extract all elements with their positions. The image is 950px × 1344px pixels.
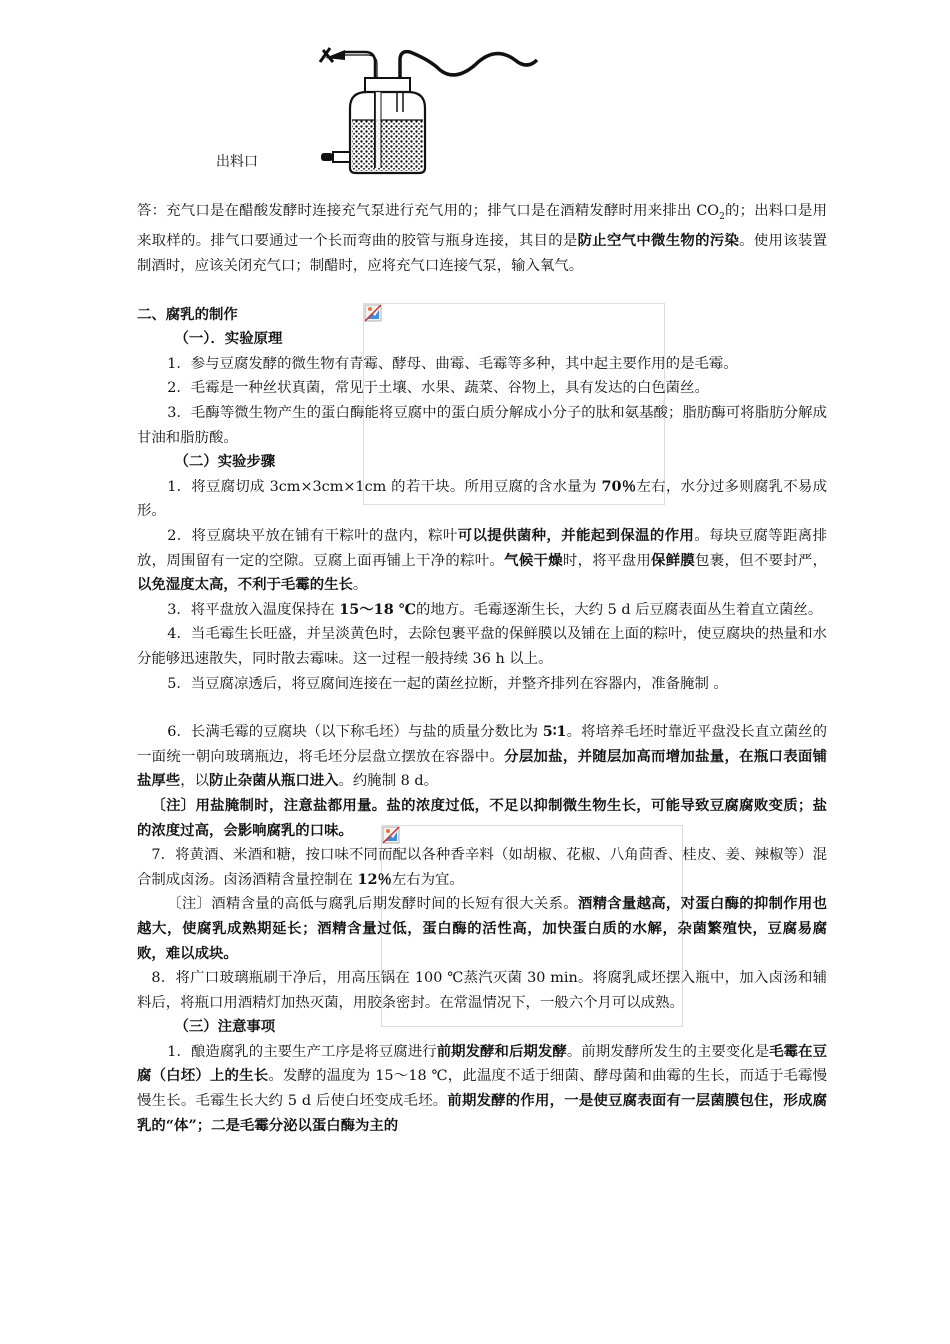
fermentation-bottle-figure bbox=[315, 40, 545, 175]
principle-3: 3．毛酶等微生物产生的蛋白酶能将豆腐中的蛋白质分解成小分子的肽和氨基酸；脂肪酶可将脂肪分解成甘油和脂肪酸。 bbox=[137, 405, 827, 446]
section-heading: 二、腐乳的制作 bbox=[137, 305, 238, 323]
outlet-label: 出料口 bbox=[216, 154, 258, 170]
step-5: 5．当豆腐凉透后，将豆腐间连接在一起的菌丝拉断，并整齐排列在容器内，准备腌制 。 bbox=[167, 675, 728, 692]
note-item-1: 1．酿造腐乳的主要生产工序是将豆腐进行前期发酵和后期发酵。前期发酵所发生的主要变化是毛霉在豆腐（白坯）上的生长。发酵的温度为 15～18 ℃，此温度不适于细菌、酵母菌和曲霉的生长，而适于毛霉慢慢生长。毛霉生长大约 5 d 后使白坯变成毛坯。前期发酵的作用，一是使豆腐表面有一层菌膜包住，形成腐乳的“体”；二是毛霉分泌以蛋白酶为主的 bbox=[137, 1042, 827, 1134]
note-alcohol: 〔注〕酒精含量的高低与腐乳后期发酵时间的长短有很大关系。酒精含量越高，对蛋白酶的抑制作用也越大，使腐乳成熟期延长；酒精含量过低，蛋白酶的活性高，加快蛋白质的水解，杂菌繁殖快，豆腐易腐败，难以成块。 bbox=[137, 895, 827, 962]
step-7: 7．将黄酒、米酒和糖，按口味不同而配以各种香辛料（如胡椒、花椒、八角茴香、桂皮、姜、辣椒等）混合制成卤汤。卤汤酒精含量控制在 12％左右为宜。 bbox=[137, 847, 827, 888]
principle-2: 2．毛霉是一种丝状真菌，常见于土壤、水果、蔬菜、谷物上，具有发达的白色菌丝。 bbox=[167, 380, 709, 397]
steps-heading: （二）实验步骤 bbox=[174, 453, 276, 471]
step-4: 4．当毛霉生长旺盛，并呈淡黄色时，去除包裹平盘的保鲜膜以及铺在上面的粽叶，使豆腐块的热量和水分能够迅速散失，同时散去霉味。这一过程一般持续 36 h 以上。 bbox=[137, 626, 827, 667]
note-salt: 〔注〕用盐腌制时，注意盐都用量。盐的浓度过低，不足以抑制微生物生长，可能导致豆腐腐败变质；盐的浓度过高，会影响腐乳的口味。 bbox=[137, 796, 827, 839]
step-1: 1．将豆腐切成 3cm×3cm×1cm 的若干块。所用豆腐的含水量为 70％左右，水分过多则腐乳不易成形。 bbox=[137, 477, 827, 520]
step-8: 8．将广口玻璃瓶刷干净后，用高压锅在 100 ℃蒸汽灭菌 30 min。将腐乳咸坯摆入瓶中，加入卤汤和辅料后，将瓶口用酒精灯加热灭菌，用胶条密封。在常温情况下，一般六个月可以成熟。 bbox=[137, 970, 827, 1011]
step-6: 6．长满毛霉的豆腐块（以下称毛坯）与盐的质量分数比为 5∶1。将培养毛坯时靠近平盘没长直立菌丝的一面统一朝向玻璃瓶边，将毛坯分层盘立摆放在容器中。分层加盐，并随层加高而增加盐量，在瓶口表面铺盐厚些，以防止杂菌从瓶口进入。约腌制 8 d。 bbox=[137, 723, 827, 790]
notes-heading: （三）注意事项 bbox=[174, 1018, 276, 1036]
principle-1: 1．参与豆腐发酵的微生物有青霉、酵母、曲霉、毛霉等多种，其中起主要作用的是毛霉。 bbox=[167, 355, 738, 372]
step-3: 3．将平盘放入温度保持在 15～18 ℃的地方。毛霉逐渐生长，大约 5 d 后豆腐表面丛生着直立菌丝。 bbox=[167, 600, 823, 618]
answer-paragraph: 答：充气口是在醋酸发酵时连接充气泵进行充气用的；排气口是在酒精发酵时用来排出 $CO_2$的；出料口是用来取样的。排气口要通过一个长而弯曲的胶管与瓶身连接，其目的是防止空气中微生物的污染。使用该装置制酒时，应该关闭充气口；制醋时，应将充气口连接气泵，输入氧气。 bbox=[137, 203, 827, 275]
principle-heading: （一）．实验原理 bbox=[174, 330, 283, 348]
document-body bbox=[137, 199, 827, 1138]
step-2: 2．将豆腐块平放在铺有干粽叶的盘内，粽叶可以提供菌种，并能起到保温的作用。每块豆腐等距离排放，周围留有一定的空隙。豆腐上面再铺上干净的粽叶。气候干燥时，将平盘用保鲜膜包裹，但不要封严，以免湿度太高，不利于毛霉的生长。 bbox=[137, 527, 827, 594]
